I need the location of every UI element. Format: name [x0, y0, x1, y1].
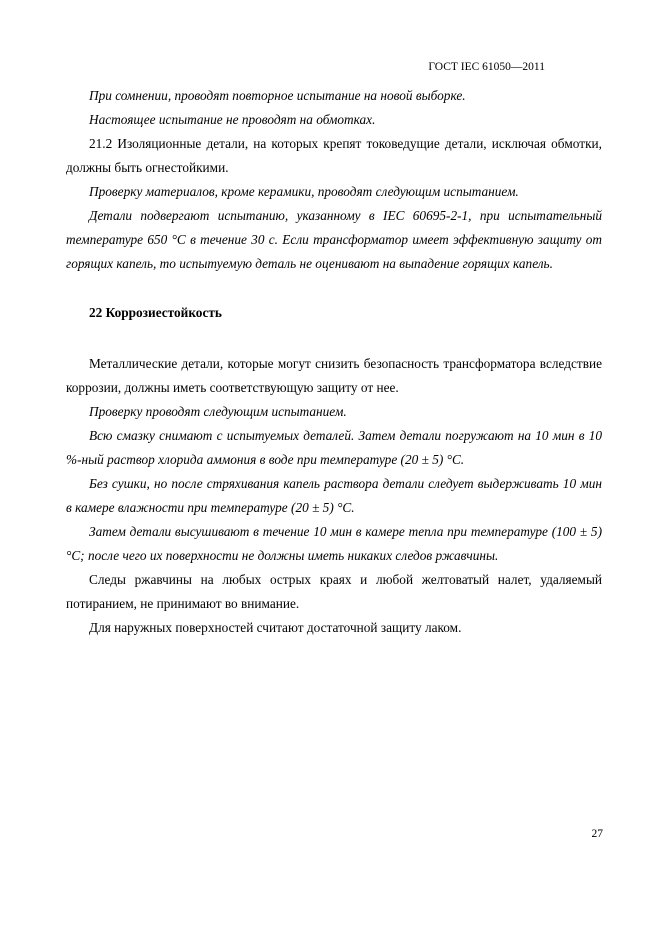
paragraph-clause-21-2: 21.2 Изоляционные детали, на которых крепят токоведущие детали, исключая обмотки, должны быть огнестойкими.	[66, 136, 602, 175]
paragraph-drying: Затем детали высушивают в течение 10 мин в камере тепла при температуре (100 ± 5) °С; после чего их поверхности не должны иметь никаких следов ржавчины.	[66, 524, 602, 563]
document-body	[66, 84, 602, 640]
paragraph-corrosion-requirement: Металлические детали, которые могут снизить безопасность трансформатора вследствие коррозии, должны иметь соответствующую защиту от нее.	[66, 356, 602, 395]
paragraph-degrease-immerse: Всю смазку снимают с испытуемых деталей. Затем детали погружают на 10 мин в 10 %-ный раствор хлорида аммония в воде при температуре (20 ± 5) °С.	[66, 428, 602, 467]
paragraph-rust-traces: Следы ржавчины на любых острых краях и любой желтоватый налет, удаляемый потиранием, не принимают во внимание.	[66, 572, 602, 611]
paragraph-corrosion-check: Проверку проводят следующим испытанием.	[89, 404, 347, 419]
paragraph-no-windings-test: Настоящее испытание не проводят на обмотках.	[89, 112, 376, 127]
document-header: ГОСТ IEC 61050—2011	[428, 61, 545, 73]
page-number: 27	[591, 828, 603, 840]
paragraph-retest: При сомнении, проводят повторное испытание на новой выборке.	[89, 88, 466, 103]
paragraph-varnish-protection: Для наружных поверхностей считают достаточной защиту лаком.	[89, 620, 462, 635]
section-heading-22: 22 Коррозиестойкость	[89, 305, 222, 320]
paragraph-glow-wire-test: Детали подвергают испытанию, указанному в IEC 60695-2-1, при испытательный температуре 650 °С в течение 30 с. Если трансформатор имеет эффективную защиту от горящих капель, то испытуемую деталь не оценивают на выпадение горящих капель.	[66, 208, 602, 271]
paragraph-materials-check: Проверку материалов, кроме керамики, проводят следующим испытанием.	[89, 184, 519, 199]
paragraph-humidity-chamber: Без сушки, но после стряхивания капель раствора детали следует выдерживать 10 мин в камере влажности при температуре (20 ± 5) °С.	[66, 476, 602, 515]
